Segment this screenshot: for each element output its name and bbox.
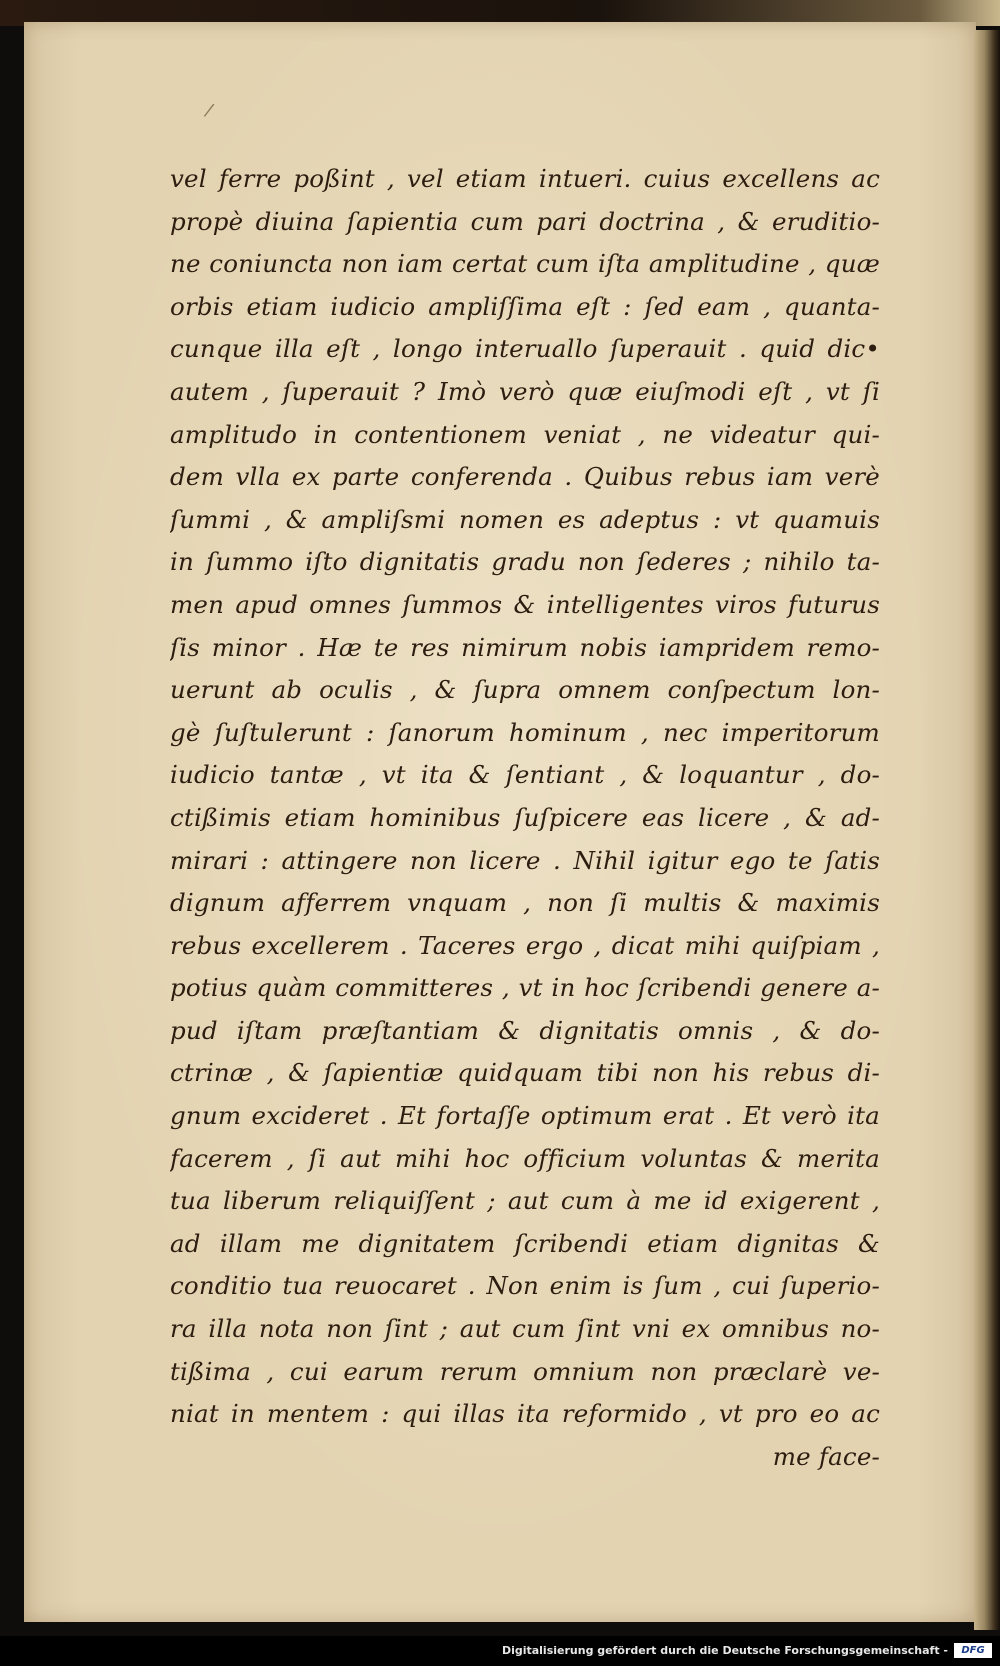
- text-line: conditio tua reuocaret . Non enim is ſum , cui ſuperio-: [170, 1271, 880, 1301]
- text-line: ra illa nota non ſint ; aut cum ſint vni ex omnibus no-: [170, 1314, 880, 1344]
- page-text-block: [170, 158, 880, 1478]
- text-line: potius quàm committeres , vt in hoc ſcribendi genere a-: [170, 973, 880, 1003]
- text-line: uerunt ab oculis , & ſupra omnem conſpectum lon-: [170, 675, 880, 705]
- text-line: ctrinæ , & ſapientiæ quidquam tibi non his rebus di-: [170, 1058, 880, 1088]
- text-line: me face-: [772, 1441, 880, 1471]
- text-line: iudicio tantæ , vt ita & ſentiant , & loquantur , do-: [170, 760, 880, 790]
- text-line: ne coniuncta non iam certat cum iſta amplitudine , quæ: [170, 249, 880, 279]
- text-line: facerem , ſi aut mihi hoc officium voluntas & merita: [170, 1143, 880, 1173]
- text-line: amplitudo in contentionem veniat , ne videatur qui-: [170, 419, 880, 449]
- margin-mark: /: [202, 99, 216, 122]
- text-line: ſummi , & ampliſsmi nomen es adeptus : vt quamuis: [170, 504, 880, 534]
- text-line: mirari : attingere non licere . Nihil igitur ego te ſatis: [170, 845, 880, 875]
- text-line: cunque illa eſt , longo interuallo ſuperauit . quid dic•: [170, 334, 880, 364]
- text-line: ctißimis etiam hominibus ſuſpicere eas licere , & ad-: [170, 802, 880, 832]
- text-line: ad illam me dignitatem ſcribendi etiam dignitas &: [170, 1228, 880, 1258]
- digitization-footer: [0, 1636, 1000, 1666]
- funding-credit: Digitalisierung gefördert durch die Deutsche Forschungsgemeinschaft -: [501, 1644, 948, 1657]
- text-line: vel ferre poßint , vel etiam intueri. cuius excellens ac: [170, 164, 880, 193]
- text-line: dem vlla ex parte conferenda . Quibus rebus iam verè: [170, 462, 880, 492]
- text-line: gnum excideret . Et fortaſſe optimum erat . Et verò ita: [170, 1101, 880, 1131]
- text-line: gè ſuſtulerunt : ſanorum hominum , nec imperitorum: [170, 717, 880, 747]
- text-line: tißima , cui earum rerum omnium non præclarè ve-: [170, 1356, 880, 1386]
- text-line: men apud omnes ſummos & intelligentes viros futurus: [170, 589, 880, 619]
- book-edge-right: [974, 30, 1000, 1630]
- text-line: tua liberum reliquiſſent ; aut cum à me id exigerent ,: [170, 1186, 880, 1216]
- dfg-logo: DFG: [954, 1643, 992, 1658]
- text-line: ſis minor . Hæ te res nimirum nobis iampridem remo-: [170, 632, 880, 662]
- text-line: rebus excellerem . Taceres ergo , dicat mihi quiſpiam ,: [170, 930, 880, 960]
- text-line: autem , ſuperauit ? Imò verò quæ eiuſmodi eſt , vt ſi: [170, 376, 880, 406]
- text-line: in ſummo iſto dignitatis gradu non ſederes ; nihilo ta-: [170, 547, 880, 577]
- text-line: niat in mentem : qui illas ita reformido , vt pro eo ac: [170, 1399, 880, 1429]
- text-line: orbis etiam iudicio ampliſſima eſt : ſed eam , quanta-: [170, 291, 880, 321]
- text-line: dignum afferrem vnquam , non ſi multis & maximis: [170, 888, 880, 918]
- text-line: pud iſtam præſtantiam & dignitatis omnis , & do-: [170, 1015, 880, 1045]
- text-line: propè diuina ſapientia cum pari doctrina , & eruditio-: [170, 206, 880, 236]
